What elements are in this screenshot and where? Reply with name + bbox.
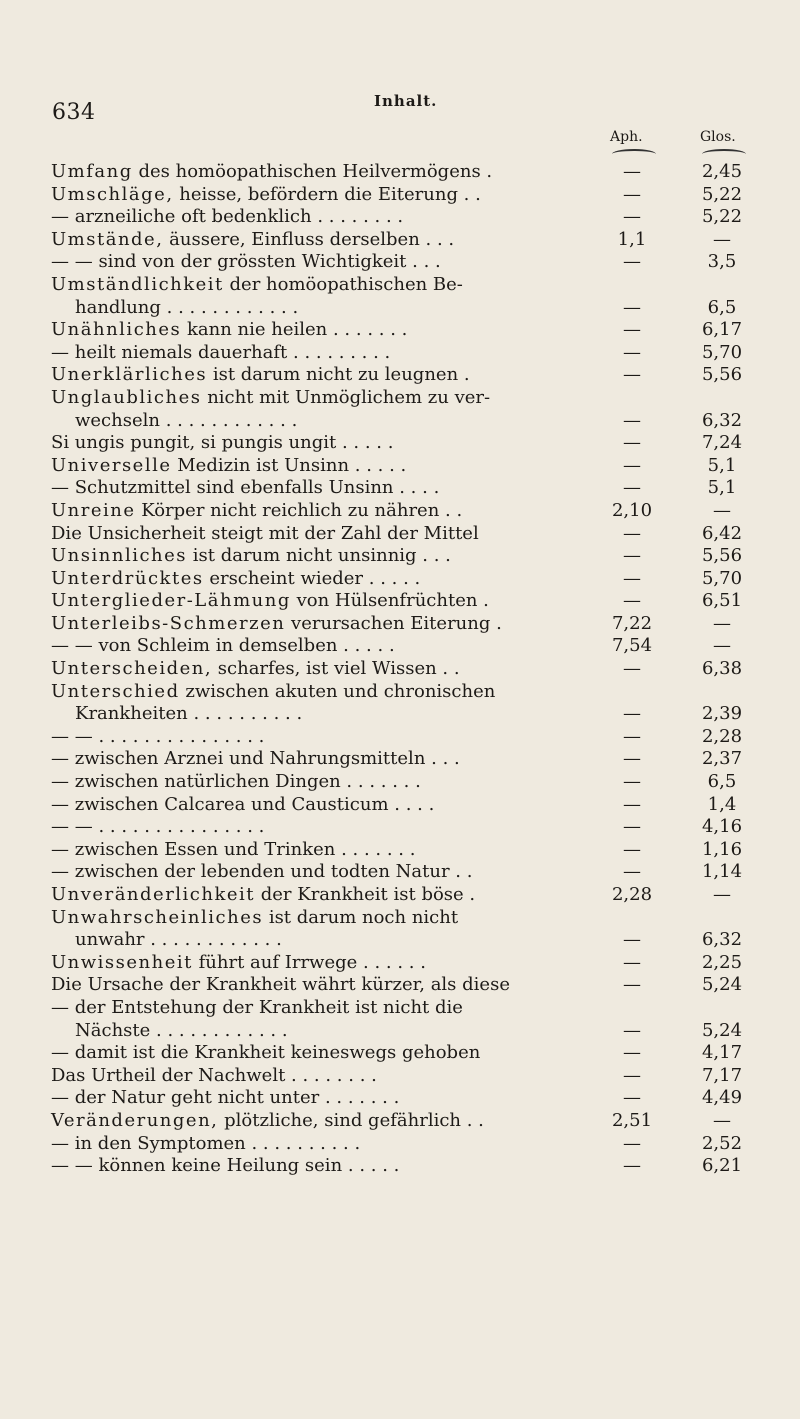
entry-keyword: Unreine — [51, 499, 136, 521]
index-entry-row — [51, 568, 751, 591]
entry-glos-ref: 3,5 — [707, 251, 737, 273]
entry-keyword: Unwissenheit — [51, 951, 193, 973]
entry-description: ist darum noch nicht — [263, 906, 459, 928]
index-entry-row — [51, 726, 751, 749]
entry-aph-ref: — — [623, 793, 641, 815]
entry-text — [51, 477, 439, 500]
column-header-glos: Glos. — [700, 129, 736, 145]
entry-aph-ref: — — [623, 658, 641, 680]
entry-glos-ref: 6,32 — [701, 409, 743, 431]
entry-glos-ref: 4,17 — [701, 1042, 743, 1064]
entry-text — [51, 794, 434, 817]
entry-aph-ref: — — [623, 206, 641, 228]
index-entry-row — [51, 274, 751, 297]
entry-description: — — von Schleim in demselben . . . . . — [51, 635, 395, 657]
index-entry-row — [51, 794, 751, 817]
entry-glos-ref: 6,5 — [707, 771, 737, 793]
index-entry-row — [51, 161, 751, 184]
entry-description: Si ungis pungit, si pungis ungit . . . . . — [51, 432, 394, 454]
entry-aph-ref: — — [623, 1155, 641, 1177]
entry-text — [75, 297, 298, 320]
entry-description: — — . . . . . . . . . . . . . . . — [51, 725, 265, 747]
index-entry-row — [51, 206, 751, 229]
entry-aph-ref: — — [623, 703, 641, 725]
entry-keyword: Unterleibs-Schmerzen — [51, 612, 286, 634]
index-entry-row — [51, 477, 751, 500]
index-entry-row — [51, 1042, 751, 1065]
entry-glos-ref: 6,51 — [701, 590, 743, 612]
entry-keyword: Unterglieder-Lähmung — [51, 590, 291, 612]
index-entry-row — [51, 432, 751, 455]
entry-text — [51, 997, 463, 1020]
entry-keyword: Universelle — [51, 454, 172, 476]
entry-keyword: Unglaubliches — [51, 386, 202, 408]
index-entry-row — [51, 364, 751, 387]
entry-keyword: Veränderungen, — [51, 1109, 219, 1131]
entry-aph-ref: 2,28 — [611, 884, 653, 905]
entry-description: — damit ist die Krankheit keineswegs gehoben — [51, 1042, 481, 1064]
index-entry-row — [51, 952, 751, 975]
entry-keyword: Unterdrücktes — [51, 567, 204, 589]
brace-glos — [702, 149, 746, 159]
entry-glos-ref: — — [713, 499, 731, 521]
index-entry-row — [51, 703, 751, 726]
entry-text — [51, 952, 426, 975]
index-entry-row — [51, 545, 751, 568]
entry-text — [51, 771, 421, 794]
index-entry-row — [51, 771, 751, 794]
entry-glos-ref: 5,56 — [701, 364, 743, 386]
entry-text — [51, 635, 395, 658]
index-entry-row — [51, 342, 751, 365]
entry-keyword: Unerklärliches — [51, 364, 208, 386]
entry-description: — arzneiliche oft bedenklich . . . . . . . . — [51, 206, 404, 228]
column-header-aph: Aph. — [610, 129, 643, 145]
entry-glos-ref: 5,56 — [701, 545, 743, 567]
entry-description: Das Urtheil der Nachwelt . . . . . . . . — [51, 1064, 377, 1086]
entry-keyword: Umständlichkeit — [51, 273, 224, 295]
index-entry-row — [51, 590, 751, 613]
entry-keyword: Umschläge, — [51, 183, 174, 205]
entry-keyword: Unterschied — [51, 680, 180, 702]
entry-text — [75, 410, 297, 433]
entry-aph-ref: — — [623, 319, 641, 341]
entry-glos-ref: 5,22 — [701, 183, 743, 205]
index-entry-row — [51, 635, 751, 658]
entry-glos-ref: 6,17 — [701, 319, 743, 341]
entry-glos-ref: 2,45 — [701, 161, 743, 182]
index-entry-row — [51, 1087, 751, 1110]
entry-description: der Krankheit ist böse . — [255, 884, 476, 905]
entry-glos-ref: 6,21 — [701, 1155, 743, 1177]
entry-glos-ref: 5,22 — [701, 206, 743, 228]
entry-text — [51, 319, 407, 342]
entry-keyword: Umstände, — [51, 228, 164, 250]
entry-glos-ref: 4,16 — [701, 816, 743, 838]
entry-aph-ref: 2,51 — [611, 1109, 653, 1131]
index-entry-row — [51, 1110, 751, 1133]
entry-text — [51, 1110, 484, 1133]
index-entry-row — [51, 929, 751, 952]
index-entry-row — [51, 974, 751, 997]
entry-description: ist darum nicht zu leugnen . — [207, 364, 470, 386]
index-entry-row — [51, 184, 751, 207]
entry-keyword: Unwahrscheinliches — [51, 906, 264, 928]
entry-aph-ref: — — [623, 567, 641, 589]
entry-description: — — können keine Heilung sein . . . . . — [51, 1155, 400, 1177]
index-entry-row — [51, 1020, 751, 1043]
index-entry-row — [51, 500, 751, 523]
index-entry-row — [51, 613, 751, 636]
entry-text — [75, 1020, 288, 1043]
entry-text — [51, 613, 502, 636]
entry-text — [51, 816, 264, 839]
entry-description: von Hülsenfrüchten . — [290, 590, 489, 612]
entry-glos-ref: 4,49 — [701, 1087, 743, 1109]
entry-text — [75, 703, 302, 726]
entry-description: erscheint wieder . . . . . — [203, 567, 421, 589]
entry-text — [51, 658, 460, 681]
entry-keyword: Umfang — [51, 161, 133, 182]
entry-glos-ref: 1,4 — [707, 793, 737, 815]
entry-text — [51, 861, 472, 884]
index-entry-row — [51, 861, 751, 884]
index-entry-row — [51, 297, 751, 320]
entry-glos-ref: 5,70 — [701, 341, 743, 363]
entry-aph-ref: — — [623, 522, 641, 544]
entry-aph-ref: — — [623, 748, 641, 770]
entry-description: führt auf Irrwege . . . . . . — [192, 951, 426, 973]
entry-description: nicht mit Unmöglichem zu ver- — [201, 386, 491, 408]
entry-aph-ref: — — [623, 183, 641, 205]
entry-text — [51, 523, 479, 546]
entry-aph-ref: 7,54 — [611, 635, 653, 657]
entry-glos-ref: 5,24 — [701, 1019, 743, 1041]
entry-description: — der Entstehung der Krankheit ist nicht die — [51, 996, 463, 1018]
entry-glos-ref: 6,42 — [701, 522, 743, 544]
index-entry-row — [51, 455, 751, 478]
entry-text — [51, 907, 458, 930]
entry-aph-ref: 2,10 — [611, 499, 653, 521]
entry-text — [51, 726, 264, 749]
entry-description: — der Natur geht nicht unter . . . . . . . — [51, 1087, 400, 1109]
entry-description: — zwischen natürlichen Dingen . . . . . . . — [51, 771, 421, 793]
entry-description: unwahr . . . . . . . . . . . . — [75, 929, 282, 951]
entry-description: äussere, Einfluss derselben . . . — [163, 228, 455, 250]
entry-text — [51, 432, 393, 455]
entry-description: ist darum nicht unsinnig . . . — [187, 545, 451, 567]
index-entry-row — [51, 681, 751, 704]
entry-aph-ref: — — [623, 161, 641, 182]
index-entry-row — [51, 319, 751, 342]
index-entry-row — [51, 251, 751, 274]
index-entry-row — [51, 1155, 751, 1178]
entry-description: — zwischen Calcarea und Causticum . . . . — [51, 793, 435, 815]
entry-text — [51, 387, 490, 410]
entry-glos-ref: — — [713, 635, 731, 657]
entry-text — [51, 161, 492, 184]
entry-description: — zwischen Arznei und Nahrungsmitteln . . . — [51, 748, 460, 770]
index-entry-row — [51, 410, 751, 433]
entry-aph-ref: — — [623, 974, 641, 996]
entry-text — [51, 364, 470, 387]
entry-text — [51, 1133, 360, 1156]
entry-aph-ref: — — [623, 364, 641, 386]
entry-text — [51, 229, 454, 252]
index-entry-row — [51, 1065, 751, 1088]
entry-aph-ref: — — [623, 251, 641, 273]
entry-text — [51, 748, 460, 771]
entry-description: verursachen Eiterung . — [285, 612, 502, 634]
entry-aph-ref: — — [623, 1064, 641, 1086]
entry-text — [75, 929, 282, 952]
entry-description: — — sind von der grössten Wichtigkeit . . . — [51, 251, 441, 273]
entry-description: — in den Symptomen . . . . . . . . . . — [51, 1132, 361, 1154]
entry-text — [51, 681, 495, 704]
entry-aph-ref: — — [623, 1019, 641, 1041]
entry-keyword: Unsinnliches — [51, 545, 188, 567]
entry-glos-ref: 6,38 — [701, 658, 743, 680]
entry-glos-ref: 2,39 — [701, 703, 743, 725]
entry-glos-ref: 7,17 — [701, 1064, 743, 1086]
entry-text — [51, 455, 406, 478]
index-entry-row — [51, 523, 751, 546]
index-entry-row — [51, 907, 751, 930]
entry-description: zwischen akuten und chronischen — [179, 680, 496, 702]
running-head: Inhalt. — [374, 92, 438, 110]
entry-glos-ref: — — [713, 612, 731, 634]
entry-aph-ref: — — [623, 725, 641, 747]
entry-aph-ref: — — [623, 771, 641, 793]
entry-description: wechseln . . . . . . . . . . . . — [75, 409, 298, 431]
entry-description: des homöopathischen Heilvermögens . — [132, 161, 493, 182]
entry-description: handlung . . . . . . . . . . . . — [75, 296, 299, 318]
brace-aph — [612, 149, 656, 159]
entry-glos-ref: 6,32 — [701, 929, 743, 951]
entry-description: heisse, befördern die Eiterung . . — [173, 183, 481, 205]
entry-glos-ref: 5,1 — [707, 454, 737, 476]
entry-aph-ref: — — [623, 409, 641, 431]
entry-glos-ref: 7,24 — [701, 432, 743, 454]
entry-glos-ref: 5,24 — [701, 974, 743, 996]
entry-glos-ref: 1,14 — [701, 861, 743, 883]
entry-text — [51, 1087, 399, 1110]
entry-text — [51, 1065, 377, 1088]
entry-description: der homöopathischen Be- — [223, 273, 463, 295]
entry-text — [51, 839, 415, 862]
entry-description: Medizin ist Unsinn . . . . . — [171, 454, 407, 476]
entry-glos-ref: — — [713, 884, 731, 905]
index-entry-row — [51, 816, 751, 839]
entry-aph-ref: — — [623, 341, 641, 363]
entry-aph-ref: — — [623, 477, 641, 499]
entry-glos-ref: — — [713, 228, 731, 250]
entry-text — [51, 500, 462, 523]
page-number: 634 — [52, 100, 96, 125]
entry-glos-ref: 1,16 — [701, 838, 743, 860]
entry-description: scharfes, ist viel Wissen . . — [212, 658, 460, 680]
entry-description: — Schutzmittel sind ebenfalls Unsinn . . . . — [51, 477, 440, 499]
entry-description: kann nie heilen . . . . . . . — [181, 319, 408, 341]
index-entries — [51, 161, 751, 1178]
entry-glos-ref: — — [713, 1109, 731, 1131]
entry-glos-ref: 2,37 — [701, 748, 743, 770]
entry-text — [51, 1042, 480, 1065]
entry-description: — — . . . . . . . . . . . . . . . — [51, 816, 265, 838]
entry-aph-ref: — — [623, 296, 641, 318]
entry-description: — zwischen der lebenden und todten Natur . . — [51, 861, 473, 883]
entry-aph-ref: — — [623, 545, 641, 567]
entry-aph-ref: — — [623, 432, 641, 454]
entry-aph-ref: — — [623, 1132, 641, 1154]
entry-aph-ref: — — [623, 838, 641, 860]
entry-text — [51, 974, 510, 997]
entry-text — [51, 545, 451, 568]
entry-aph-ref: — — [623, 816, 641, 838]
entry-glos-ref: 5,70 — [701, 567, 743, 589]
entry-aph-ref: — — [623, 861, 641, 883]
entry-glos-ref: 2,52 — [701, 1132, 743, 1154]
entry-text — [51, 251, 441, 274]
entry-description: Krankheiten . . . . . . . . . . — [75, 703, 303, 725]
index-entry-row — [51, 387, 751, 410]
entry-description: Körper nicht reichlich zu nähren . . — [135, 499, 463, 521]
entry-glos-ref: 5,1 — [707, 477, 737, 499]
entry-keyword: Unveränderlichkeit — [51, 884, 256, 905]
entry-glos-ref: 2,25 — [701, 951, 743, 973]
index-entry-row — [51, 658, 751, 681]
index-entry-row — [51, 997, 751, 1020]
entry-glos-ref: 6,5 — [707, 296, 737, 318]
index-entry-row — [51, 884, 751, 907]
entry-aph-ref: — — [623, 1042, 641, 1064]
entry-aph-ref: 1,1 — [617, 228, 647, 250]
entry-text — [51, 590, 489, 613]
entry-keyword: Unähnliches — [51, 319, 182, 341]
entry-aph-ref: — — [623, 590, 641, 612]
index-entry-row — [51, 748, 751, 771]
entry-text — [51, 274, 463, 297]
entry-description: Nächste . . . . . . . . . . . . — [75, 1019, 288, 1041]
entry-aph-ref: 7,22 — [611, 612, 653, 634]
entry-aph-ref: — — [623, 454, 641, 476]
entry-description: Die Unsicherheit steigt mit der Zahl der Mittel — [51, 522, 479, 544]
index-entry-row — [51, 1133, 751, 1156]
entry-aph-ref: — — [623, 1087, 641, 1109]
entry-description: — heilt niemals dauerhaft . . . . . . . . . — [51, 341, 391, 363]
entry-text — [51, 184, 481, 207]
entry-text — [51, 206, 403, 229]
index-entry-row — [51, 229, 751, 252]
entry-aph-ref: — — [623, 929, 641, 951]
entry-glos-ref: 2,28 — [701, 725, 743, 747]
index-entry-row — [51, 839, 751, 862]
entry-description: — zwischen Essen und Trinken . . . . . . . — [51, 838, 416, 860]
entry-text — [51, 568, 420, 591]
entry-text — [51, 1155, 399, 1178]
entry-aph-ref: — — [623, 951, 641, 973]
entry-description: Die Ursache der Krankheit währt kürzer, als diese — [51, 974, 510, 996]
entry-keyword: Unterscheiden, — [51, 658, 213, 680]
entry-description: plötzliche, sind gefährlich . . — [218, 1109, 484, 1131]
entry-text — [51, 342, 390, 365]
entry-text — [51, 884, 475, 907]
